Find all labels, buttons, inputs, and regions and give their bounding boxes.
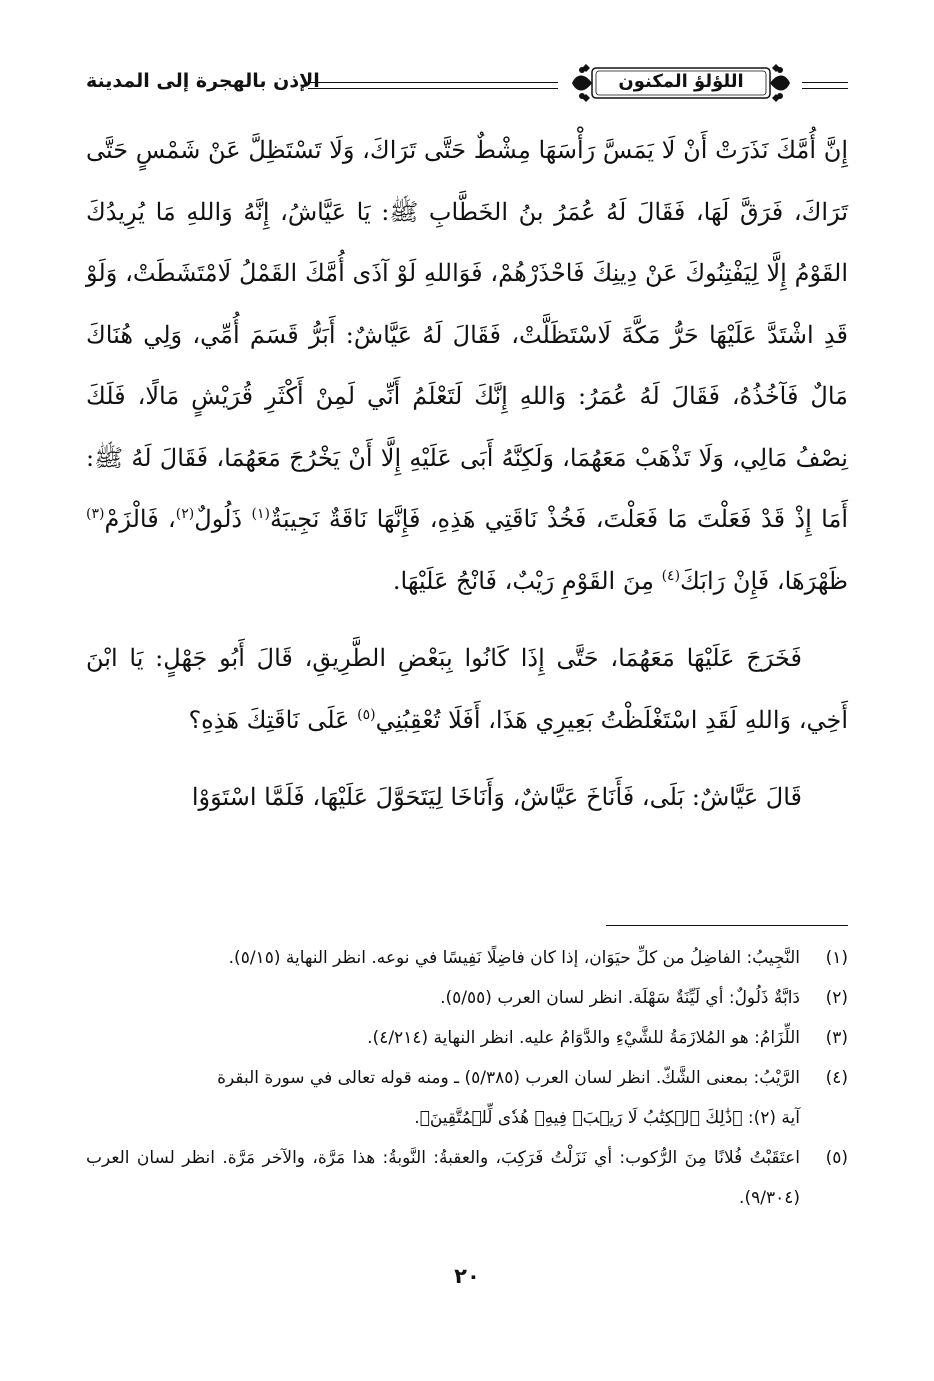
paragraph-text: عَلَى نَاقَتِكَ هَذِهِ؟ [188,705,358,734]
footnote [86,1138,848,1218]
running-header [86,58,848,110]
footnotes [86,938,848,1218]
footnote-number: (٣) [825,1028,848,1048]
footnote-text: اللِّزَامُ: هو المُلازَمَةُ للشَّيْءِ والدَّوَامُ عليه. انظر النهاية (٤/٢١٤). [367,1028,800,1048]
paragraph [86,628,848,751]
paragraph-text: فَخَرَجَ عَلَيْهَا مَعَهُمَا، حَتَّى إِذَا كَانُوا بِبَعْضِ الطَّرِيقِ، قَالَ أَبُو جَهْلٍ: يَا ابْنَ أَخِي، وَاللهِ لَقَدِ اسْتَغْلَظْتُ بَعِيرِي هَذَا، أَفَلَا تُعْقِبُنِي [86,644,848,734]
footnote-text-group [86,1058,800,1138]
footnote [86,1018,848,1058]
paragraph-text: ذَلُولٌ [194,505,252,533]
footnote [86,938,848,978]
paragraph [86,120,848,612]
page-number: ٢٠ [454,1264,480,1288]
footnote-text: النَّجِيبُ: الفاضِلُ من كلِّ حيَوَان، إذا كان فاضِلًا نَفِيسًا في نوعه. انظر النهاية (٥/١٥). [228,948,800,968]
book-title-frame [570,60,792,106]
footnote-reference: (١) [251,506,270,522]
footnote-text: دَابَّةٌ ذَلُولٌ: أي لَيِّنَةٌ سَهْلَة. انظر لسان العرب (٥/٥٥). [440,988,800,1008]
footnote-text: الرَّيْبُ: بمعنى الشَّكّ. انظر لسان العرب (٥/٣٨٥) ـ ومنه قوله تعالى في سورة البقرة [217,1068,800,1088]
paragraph [86,767,848,829]
header-rule-left [308,82,558,89]
footnote-reference: (٣) [86,506,105,522]
footnote-number: (٤) [825,1068,848,1088]
footnote-number: (٥) [825,1148,848,1168]
header-rule-right [802,82,848,89]
footnote-reference: (٥) [357,706,376,723]
footnote-reference: (٤) [661,567,681,584]
footnote-number: (١) [825,948,848,968]
book-title: اللؤلؤ المكنون [618,71,744,92]
footnote-reference: (٢) [175,506,195,522]
chapter-title: الإذن بالهجرة إلى المدينة [86,70,320,92]
main-text [86,120,848,829]
footnote-text: اعتَقَبْتُ فُلانًا مِنَ الرُّكوب: أي نَزَلْتُ فَرَكِبَ، والعقبةُ: النَّوبةُ: هذا مَرَّة، والآخر مَرَّة. انظر لسان العرب (٩/٣٠٤). [86,1148,800,1208]
quran-verse: آية (٢): ﴿ذَٰلِكَ ٱلۡكِتَٰبُ لَا رَيۡبَۛ فِيهِۛ هُدٗى لِّلۡمُتَّقِينَ﴾. [414,1108,800,1128]
footnote-number: (٢) [825,988,848,1008]
paragraph-text: مِنَ القَوْمِ رَيْبٌ، فَانْجُ عَلَيْهَا. [392,566,662,595]
paragraph-text: إِنَّ أُمَّكَ نَذَرَتْ أَنْ لَا يَمَسَّ رَأْسَهَا مِشْطٌ حَتَّى تَرَاكَ، وَلَا تَسْتَظِلَّ عَنْ شَمْسٍ حَتَّى تَرَاكَ، فَرَقَّ لَهَا، فَقَالَ لَهُ عُمَرُ بنُ الخَطَّابِ ﷺ: يَا عَيَّاشُ، إِنَّهُ وَاللهِ مَا يُرِيدُكَ القَوْمُ إِلَّا لِيَفْتِنُوكَ عَنْ دِينِكَ فَاحْذَرْهُمْ، فَوَاللهِ لَوْ آذَى أُمَّكَ القَمْلُ لَامْتَشَطَتْ، وَلَوْ قَدِ اشْتَدَّ عَلَيْهَا حَرُّ مَكَّةَ لَاسْتَظَلَّتْ، فَقَالَ لَهُ عَيَّاشٌ: أَبَرُّ قَسَمَ أُمِّي، وَلِي هُنَاكَ مَالٌ فَآخُذُهُ، فَقَالَ لَهُ عُمَرُ: وَاللهِ إِنَّكَ لَتَعْلَمُ أَنِّي لَمِنْ أَكْثَرِ قُرَيْشٍ مَالًا، فَلَكَ نِصْفُ مَالِي، وَلَا تَذْهَبْ مَعَهُمَا، وَلَكِنَّهُ أَبَى عَلَيْهِ إِلَّا أَنْ يَخْرُجَ مَعَهُمَا، فَقَالَ لَهُ ﷺ: أَمَا إِذْ قَدْ فَعَلْتَ مَا فَعَلْتَ، فَخُذْ نَاقَتِي هَذِهِ، فَإِنَّهَا نَاقَةٌ نَجِيبَةٌ [86,136,848,533]
paragraph-text: ، فَالْزَمْ [104,505,176,533]
paragraph-text: ظَهْرَهَا، فَإِنْ رَابَكَ [680,566,848,595]
footnote-separator [606,925,848,926]
footnote [86,1058,848,1138]
paragraph-text: قَالَ عَيَّاشٌ: بَلَى، فَأَنَاخَ عَيَّاشٌ، وَأَنَاخَا لِيَتَحَوَّلَ عَلَيْهَا، فَلَمَّا اسْتَوَوْا [191,783,802,811]
footnote [86,978,848,1018]
